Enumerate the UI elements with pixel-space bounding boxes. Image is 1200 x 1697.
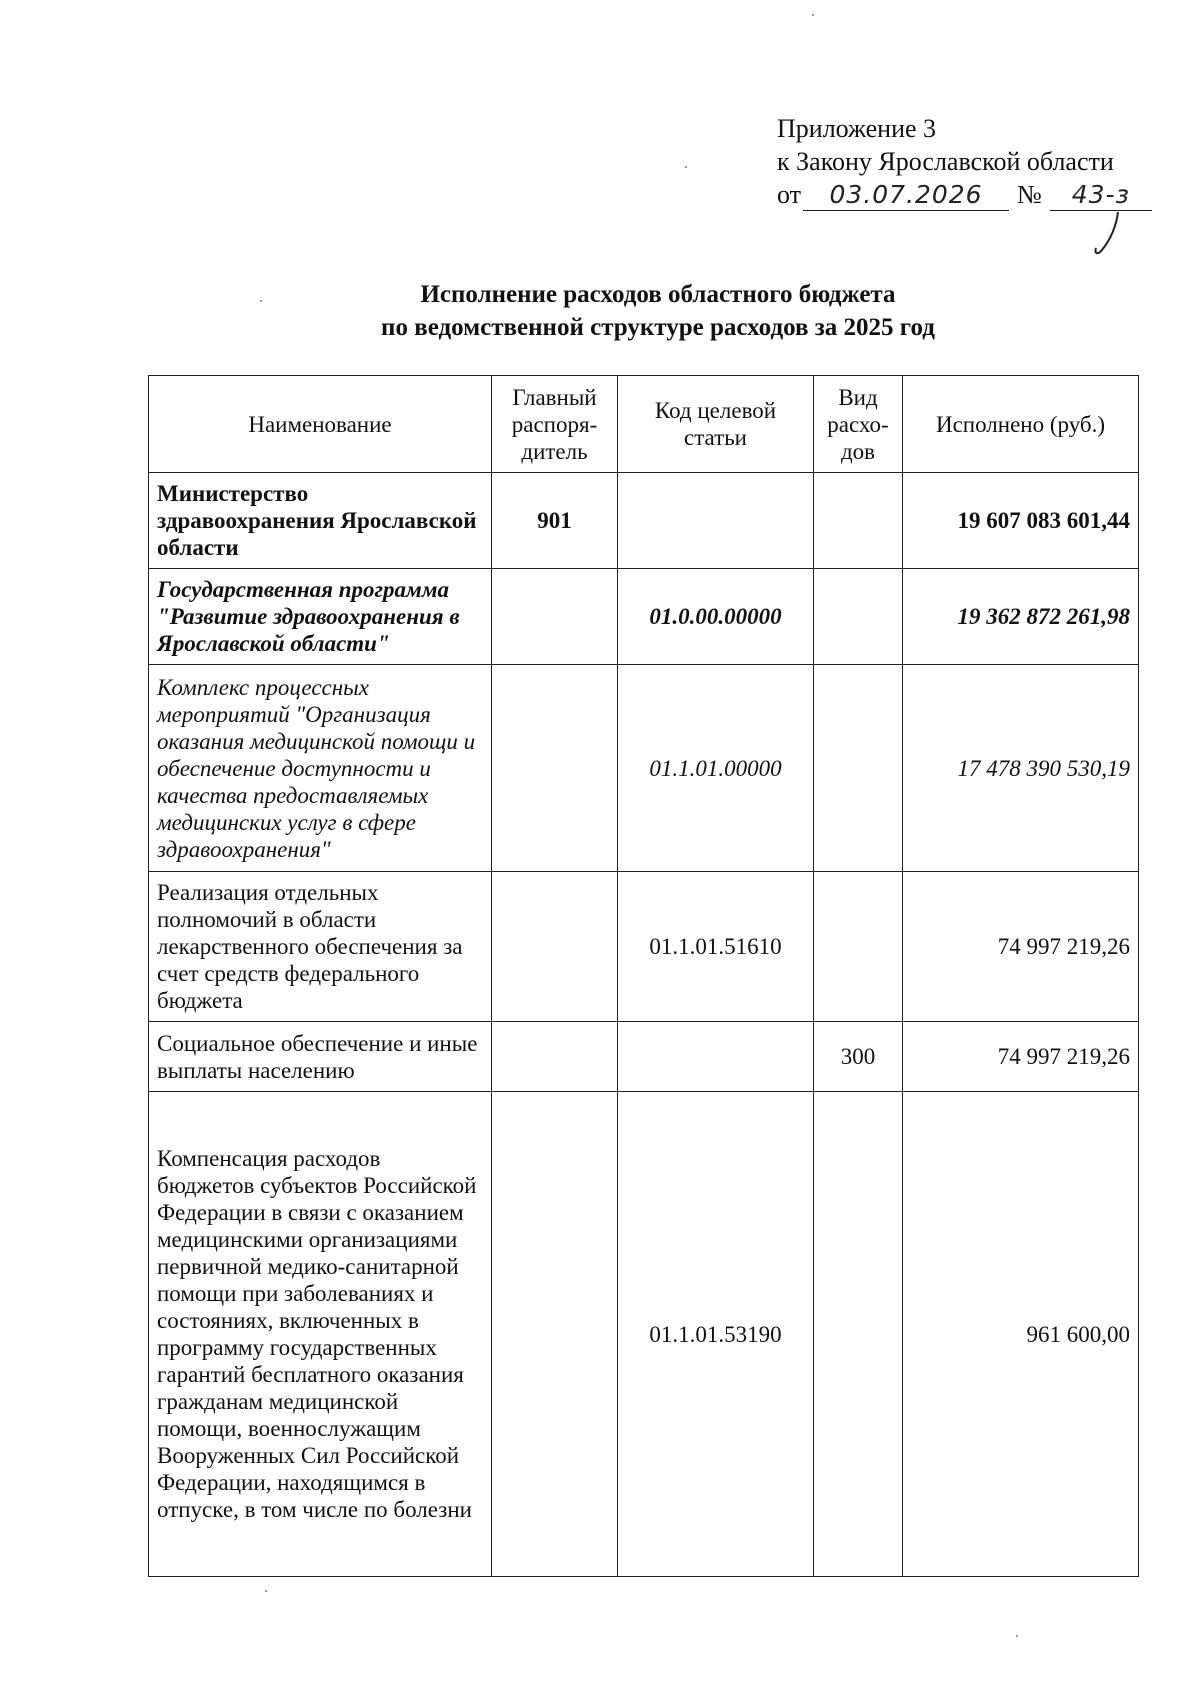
row-name: Компенсация расходов бюджетов субъектов Российской Федерации в связи с оказанием медицинскими организациями первичной медико-санитарной помощи при заболеваниях и состояниях, включенных в программу государственных гарантий бесплатного оказания гражданам медицинской помощи, военнослужащим Вооруженных Сил Российской Федерации, находящимся в отпуске, в том числе по болезни — [149, 1092, 492, 1577]
row-manager — [492, 665, 618, 872]
title-line-2: по ведомственной структуре расходов за 2025 год — [381, 314, 935, 341]
row-name: Государственная программа "Развитие здравоохранения в Ярославской области" — [149, 569, 492, 665]
row-manager — [492, 569, 618, 665]
row-executed: 961 600,00 — [903, 1092, 1139, 1577]
row-target-code: 01.0.00.00000 — [618, 569, 814, 665]
table-row — [149, 569, 1139, 665]
table-header-row — [149, 376, 1139, 473]
from-label: от — [777, 180, 802, 209]
row-manager: 901 — [492, 473, 618, 569]
row-name: Реализация отдельных полномочий в области лекарственного обеспечения за счет средств федерального бюджета — [149, 872, 492, 1022]
scan-speck — [1016, 1635, 1018, 1637]
header-executed: Исполнено (руб.) — [903, 376, 1139, 473]
row-expense-type — [814, 665, 903, 872]
appendix-date-number-line — [777, 178, 1152, 211]
row-expense-type — [814, 1092, 903, 1577]
header-manager: Главный распоря-дитель — [492, 376, 618, 473]
table-row — [149, 1022, 1139, 1092]
row-expense-type — [814, 872, 903, 1022]
row-target-code: 01.1.01.00000 — [618, 665, 814, 872]
row-name: Министерство здравоохранения Ярославской области — [149, 473, 492, 569]
table-row — [149, 473, 1139, 569]
table-row — [149, 872, 1139, 1022]
title-line-1: Исполнение расходов областного бюджета — [420, 281, 896, 308]
table-row — [149, 665, 1139, 872]
header-target-code: Код целевой статьи — [618, 376, 814, 473]
row-executed: 74 997 219,26 — [903, 1022, 1139, 1092]
budget-table — [148, 375, 1139, 1577]
number-label: № — [1017, 180, 1042, 209]
row-target-code — [618, 1022, 814, 1092]
scan-speck — [812, 14, 814, 16]
table-row — [149, 1092, 1139, 1577]
row-target-code — [618, 473, 814, 569]
row-target-code: 01.1.01.51610 — [618, 872, 814, 1022]
appendix-block — [777, 112, 1152, 211]
handwritten-number: 43-з — [1071, 180, 1130, 209]
row-expense-type — [814, 569, 903, 665]
scan-speck — [260, 300, 262, 302]
row-manager — [492, 1022, 618, 1092]
row-target-code: 01.1.01.53190 — [618, 1092, 814, 1577]
scan-speck — [685, 166, 687, 168]
scan-speck — [265, 1590, 267, 1592]
header-name: Наименование — [149, 376, 492, 473]
handwritten-hook-mark — [1088, 210, 1128, 260]
row-expense-type: 300 — [814, 1022, 903, 1092]
handwritten-date: 03.07.2026 — [829, 180, 983, 209]
row-manager — [492, 1092, 618, 1577]
row-manager — [492, 872, 618, 1022]
appendix-law-reference: к Закону Ярославской области — [777, 147, 1114, 176]
row-name: Комплекс процессных мероприятий "Организация оказания медицинской помощи и обеспечение доступности и качества предоставляемых медицинских услуг в сфере здравоохранения" — [149, 665, 492, 872]
row-executed: 19 362 872 261,98 — [903, 569, 1139, 665]
document-title — [0, 278, 1200, 344]
row-executed: 19 607 083 601,44 — [903, 473, 1139, 569]
row-executed: 74 997 219,26 — [903, 872, 1139, 1022]
row-expense-type — [814, 473, 903, 569]
date-field — [803, 180, 1009, 211]
number-field — [1050, 180, 1152, 211]
row-executed: 17 478 390 530,19 — [903, 665, 1139, 872]
appendix-title: Приложение 3 — [777, 114, 937, 143]
header-expense-type: Вид расхо-дов — [814, 376, 903, 473]
row-name: Социальное обеспечение и иные выплаты населению — [149, 1022, 492, 1092]
